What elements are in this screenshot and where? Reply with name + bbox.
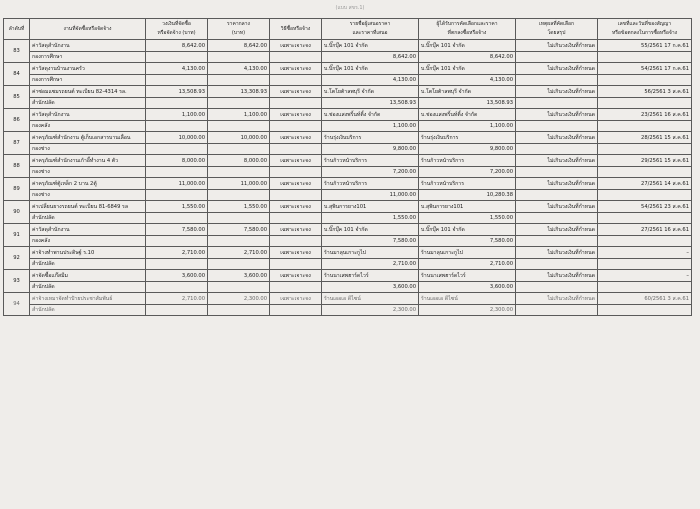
cell-method: เฉพาะเจาะจง bbox=[270, 201, 322, 213]
cell-median: 4,130.00 bbox=[208, 63, 270, 75]
cell-winner: ร้านรุ่งเงินบริการ bbox=[419, 132, 516, 144]
cell-bidder: บ.บิ๊กบุ๊ค 101 จำกัด bbox=[322, 224, 419, 236]
cell-winner: ร้านก้าวหน้าบริการ bbox=[419, 178, 516, 190]
cell-method: เฉพาะเจาะจง bbox=[270, 155, 322, 167]
cell-item: ค่าวัสดุสำนักงาน bbox=[30, 40, 146, 52]
cell-win-price: 2,710.00 bbox=[419, 259, 516, 270]
table-row bbox=[4, 224, 692, 236]
cell-item: ค่าครุภัณฑ์สำนักงานเก้าอี้ทำงาน 4 ตัว bbox=[30, 155, 146, 167]
table-subrow bbox=[4, 121, 692, 132]
cell-bidder: บ.สุพินการยาง101 bbox=[322, 201, 419, 213]
cell-empty bbox=[598, 259, 692, 270]
cell-empty bbox=[208, 213, 270, 224]
cell-reason: ไม่เกินวงเงินที่กำหนด bbox=[516, 109, 598, 121]
table-subrow bbox=[4, 259, 692, 270]
cell-department: กองช่าง bbox=[30, 190, 146, 201]
cell-method: เฉพาะเจาะจง bbox=[270, 63, 322, 75]
cell-empty bbox=[598, 190, 692, 201]
cell-empty bbox=[598, 236, 692, 247]
cell-contract: 29/2561 15 ส.ค.61 bbox=[598, 155, 692, 167]
cell-department: สำนักปลัด bbox=[30, 282, 146, 293]
cell-empty bbox=[516, 190, 598, 201]
cell-empty bbox=[516, 213, 598, 224]
cell-contract: 54/2561 17 ก.ค.61 bbox=[598, 63, 692, 75]
cell-median: 2,710.00 bbox=[208, 247, 270, 259]
header-item: งานที่จัดซื้อหรือจัดจ้าง bbox=[30, 19, 146, 40]
cell-median: 11,000.00 bbox=[208, 178, 270, 190]
cell-win-price: 7,200.00 bbox=[419, 167, 516, 178]
cell-bidder: บ.โตโยต้าลพบุรี จำกัด bbox=[322, 86, 419, 98]
cell-empty bbox=[270, 259, 322, 270]
cell-department: กองช่าง bbox=[30, 144, 146, 155]
cell-method: เฉพาะเจาะจง bbox=[270, 132, 322, 144]
cell-bid-price: 3,600.00 bbox=[322, 282, 419, 293]
cell-budget: 1,550.00 bbox=[146, 201, 208, 213]
cell-budget: 8,642.00 bbox=[146, 40, 208, 52]
cell-empty bbox=[208, 305, 270, 316]
cell-bid-price: 8,642.00 bbox=[322, 52, 419, 63]
cell-item: ค่าครุภัณฑ์สำนักงาน ตู้เก็บเอกสารบานเลื่อน bbox=[30, 132, 146, 144]
cell-empty bbox=[516, 259, 598, 270]
cell-empty bbox=[270, 213, 322, 224]
cell-budget: 2,710.00 bbox=[146, 293, 208, 305]
cell-empty bbox=[270, 75, 322, 86]
cell-contract: 27/2561 16 ส.ค.61 bbox=[598, 224, 692, 236]
cell-no: 86 bbox=[4, 109, 30, 132]
cell-empty bbox=[270, 305, 322, 316]
cell-budget: 10,000.00 bbox=[146, 132, 208, 144]
cell-empty bbox=[208, 236, 270, 247]
cell-win-price: 7,580.00 bbox=[419, 236, 516, 247]
table-subrow bbox=[4, 144, 692, 155]
cell-department: กองการศึกษา bbox=[30, 52, 146, 63]
cell-empty bbox=[208, 259, 270, 270]
cell-win-price: 10,280.38 bbox=[419, 190, 516, 201]
cell-winner: ร้านมาลุนเกาะกูไป bbox=[419, 247, 516, 259]
cell-budget: 4,130.00 bbox=[146, 63, 208, 75]
cell-empty bbox=[270, 144, 322, 155]
cell-winner: ร้านเออเอ ดีไซน์ bbox=[419, 293, 516, 305]
cell-no: 87 bbox=[4, 132, 30, 155]
cell-contract: – bbox=[598, 247, 692, 259]
table-row bbox=[4, 247, 692, 259]
cell-no: 90 bbox=[4, 201, 30, 224]
cell-no: 92 bbox=[4, 247, 30, 270]
header-median: ราคากลาง (บาท) bbox=[208, 19, 270, 40]
table-subrow bbox=[4, 98, 692, 109]
table-subrow bbox=[4, 52, 692, 63]
cell-reason: ไม่เกินวงเงินที่กำหนด bbox=[516, 247, 598, 259]
cell-winner: บ.บิ๊กบุ๊ค 101 จำกัด bbox=[419, 63, 516, 75]
cell-department: กองคลัง bbox=[30, 236, 146, 247]
cell-department: กองคลัง bbox=[30, 121, 146, 132]
cell-method: เฉพาะเจาะจง bbox=[270, 178, 322, 190]
table-row bbox=[4, 86, 692, 98]
cell-winner: บ.ช่องแสงพริ้นท์ติ้ง จำกัด bbox=[419, 109, 516, 121]
table-subrow bbox=[4, 167, 692, 178]
header-winner: ผู้ได้รับการคัดเลือกและราคา ที่ตกลงซื้อหรือจ้าง bbox=[419, 19, 516, 40]
cell-budget: 8,000.00 bbox=[146, 155, 208, 167]
cell-method: เฉพาะเจาะจง bbox=[270, 247, 322, 259]
cell-budget: 7,580.00 bbox=[146, 224, 208, 236]
cell-empty bbox=[516, 121, 598, 132]
cell-budget: 3,600.00 bbox=[146, 270, 208, 282]
cell-winner: ร้านนาเสพฮาร์ดไวร์ bbox=[419, 270, 516, 282]
table-row bbox=[4, 63, 692, 75]
cell-empty bbox=[598, 144, 692, 155]
cell-method: เฉพาะเจาะจง bbox=[270, 40, 322, 52]
cell-bidder: ร้านรุ่งเงินบริการ bbox=[322, 132, 419, 144]
cell-bidder: ร้านก้าวหน้าบริการ bbox=[322, 178, 419, 190]
cell-bid-price: 2,710.00 bbox=[322, 259, 419, 270]
cell-method: เฉพาะเจาะจง bbox=[270, 224, 322, 236]
cell-department: สำนักปลัด bbox=[30, 259, 146, 270]
cell-reason: ไม่เกินวงเงินที่กำหนด bbox=[516, 40, 598, 52]
cell-empty bbox=[146, 213, 208, 224]
cell-department: สำนักปลัด bbox=[30, 305, 146, 316]
table-row bbox=[4, 155, 692, 167]
cell-empty bbox=[208, 52, 270, 63]
cell-method: เฉพาะเจาะจง bbox=[270, 270, 322, 282]
cell-empty bbox=[598, 213, 692, 224]
table-row bbox=[4, 270, 692, 282]
cell-contract: 23/2561 16 ส.ค.61 bbox=[598, 109, 692, 121]
cell-budget: 1,100.00 bbox=[146, 109, 208, 121]
table-subrow bbox=[4, 305, 692, 316]
table-subrow bbox=[4, 190, 692, 201]
cell-budget: 11,000.00 bbox=[146, 178, 208, 190]
cell-empty bbox=[598, 98, 692, 109]
cell-contract: 28/2561 15 ส.ค.61 bbox=[598, 132, 692, 144]
cell-reason: ไม่เกินวงเงินที่กำหนด bbox=[516, 178, 598, 190]
cell-item: ค่าวัสดุงานบ้านงานครัว bbox=[30, 63, 146, 75]
cell-item: ค่าวัสดุสำนักงาน bbox=[30, 109, 146, 121]
cell-bidder: ร้านนาเสพฮาร์ดไวร์ bbox=[322, 270, 419, 282]
cell-empty bbox=[598, 305, 692, 316]
table-row bbox=[4, 178, 692, 190]
cell-empty bbox=[146, 190, 208, 201]
page-mark: (แบบ สขร.1) bbox=[335, 5, 365, 11]
cell-empty bbox=[208, 75, 270, 86]
header-reason: เหตุผลที่คัดเลือก โดยสรุป bbox=[516, 19, 598, 40]
table-row bbox=[4, 293, 692, 305]
cell-empty bbox=[146, 236, 208, 247]
cell-empty bbox=[270, 52, 322, 63]
cell-empty bbox=[598, 121, 692, 132]
cell-win-price: 4,130.00 bbox=[419, 75, 516, 86]
table-row bbox=[4, 109, 692, 121]
cell-empty bbox=[208, 282, 270, 293]
cell-no: 93 bbox=[4, 270, 30, 293]
cell-reason: ไม่เกินวงเงินที่กำหนด bbox=[516, 293, 598, 305]
header-budget: วงเงินที่จัดซื้อ หรือจัดจ้าง (บาท) bbox=[146, 19, 208, 40]
cell-bidder: บ.ช่องแสงพริ้นท์ติ้ง จำกัด bbox=[322, 109, 419, 121]
cell-bid-price: 1,100.00 bbox=[322, 121, 419, 132]
cell-empty bbox=[516, 52, 598, 63]
cell-reason: ไม่เกินวงเงินที่กำหนด bbox=[516, 270, 598, 282]
cell-no: 94 bbox=[4, 293, 30, 316]
cell-winner: บ.บิ๊กบุ๊ค 101 จำกัด bbox=[419, 40, 516, 52]
cell-empty bbox=[146, 144, 208, 155]
cell-bidder: บ.บิ๊กบุ๊ค 101 จำกัด bbox=[322, 63, 419, 75]
cell-empty bbox=[146, 52, 208, 63]
cell-no: 85 bbox=[4, 86, 30, 109]
cell-empty bbox=[146, 167, 208, 178]
cell-contract: 55/2561 17 ก.ค.61 bbox=[598, 40, 692, 52]
header-contract: เลขที่และวันที่ของสัญญา หรือข้อตกลงในการซื้อหรือจ้าง bbox=[598, 19, 692, 40]
cell-median: 3,600.00 bbox=[208, 270, 270, 282]
cell-item: ค่าวัสดุสำนักงาน bbox=[30, 224, 146, 236]
cell-item: ค่าเปลี่ยนยางรถยนต์ ทะเบียน 81-6849 รล bbox=[30, 201, 146, 213]
cell-empty bbox=[270, 282, 322, 293]
cell-empty bbox=[598, 167, 692, 178]
cell-no: 83 bbox=[4, 40, 30, 63]
cell-item: ค่าซ่อมแซมรถยนต์ ทะเบียน 82-4314 รล. bbox=[30, 86, 146, 98]
cell-contract: 60/2561 3 ส.ค.61 bbox=[598, 293, 692, 305]
cell-item: ค่าจัดซื้อแก๊สมีม bbox=[30, 270, 146, 282]
cell-empty bbox=[146, 75, 208, 86]
cell-win-price: 1,100.00 bbox=[419, 121, 516, 132]
cell-empty bbox=[516, 98, 598, 109]
cell-bid-price: 2,300.00 bbox=[322, 305, 419, 316]
cell-no: 88 bbox=[4, 155, 30, 178]
cell-empty bbox=[270, 121, 322, 132]
cell-department: สำนักปลัด bbox=[30, 98, 146, 109]
cell-empty bbox=[146, 121, 208, 132]
cell-empty bbox=[208, 98, 270, 109]
cell-contract: 54/2561 23 ส.ค.61 bbox=[598, 201, 692, 213]
cell-empty bbox=[270, 190, 322, 201]
cell-item: ค่าครุภัณฑ์ตู้เหล็ก 2 บาน 2ตู้ bbox=[30, 178, 146, 190]
cell-bid-price: 9,800.00 bbox=[322, 144, 419, 155]
cell-empty bbox=[516, 282, 598, 293]
cell-winner: บ.โตโยต้าลพบุรี จำกัด bbox=[419, 86, 516, 98]
cell-no: 89 bbox=[4, 178, 30, 201]
cell-median: 10,000.00 bbox=[208, 132, 270, 144]
cell-empty bbox=[208, 144, 270, 155]
cell-winner: บ.บิ๊กบุ๊ค 101 จำกัด bbox=[419, 224, 516, 236]
cell-empty bbox=[270, 236, 322, 247]
cell-winner: ร้านก้าวหน้าบริการ bbox=[419, 155, 516, 167]
cell-method: เฉพาะเจาะจง bbox=[270, 109, 322, 121]
table-row bbox=[4, 201, 692, 213]
cell-empty bbox=[516, 144, 598, 155]
cell-reason: ไม่เกินวงเงินที่กำหนด bbox=[516, 63, 598, 75]
cell-empty bbox=[146, 305, 208, 316]
table-row bbox=[4, 132, 692, 144]
cell-contract: 27/2561 14 ส.ค.61 bbox=[598, 178, 692, 190]
cell-median: 13,308.93 bbox=[208, 86, 270, 98]
cell-empty bbox=[146, 282, 208, 293]
cell-median: 8,642.00 bbox=[208, 40, 270, 52]
cell-bidder: ร้านก้าวหน้าบริการ bbox=[322, 155, 419, 167]
cell-empty bbox=[270, 98, 322, 109]
cell-win-price: 2,300.00 bbox=[419, 305, 516, 316]
cell-contract: – bbox=[598, 270, 692, 282]
cell-empty bbox=[146, 259, 208, 270]
cell-reason: ไม่เกินวงเงินที่กำหนด bbox=[516, 86, 598, 98]
cell-bid-price: 13,508.93 bbox=[322, 98, 419, 109]
cell-empty bbox=[208, 167, 270, 178]
cell-win-price: 3,600.00 bbox=[419, 282, 516, 293]
cell-bidder: ร้านเออเอ ดีไซน์ bbox=[322, 293, 419, 305]
procurement-table bbox=[3, 18, 692, 316]
cell-reason: ไม่เกินวงเงินที่กำหนด bbox=[516, 224, 598, 236]
cell-department: กองช่าง bbox=[30, 167, 146, 178]
header-bidders: รายชื่อผู้เสนอราคา และราคาที่เสนอ bbox=[322, 19, 419, 40]
cell-median: 8,000.00 bbox=[208, 155, 270, 167]
cell-empty bbox=[598, 282, 692, 293]
header-method: วิธีซื้อหรือจ้าง bbox=[270, 19, 322, 40]
cell-median: 1,100.00 bbox=[208, 109, 270, 121]
table-row bbox=[4, 40, 692, 52]
cell-empty bbox=[146, 98, 208, 109]
cell-reason: ไม่เกินวงเงินที่กำหนด bbox=[516, 201, 598, 213]
cell-median: 7,580.00 bbox=[208, 224, 270, 236]
cell-method: เฉพาะเจาะจง bbox=[270, 293, 322, 305]
cell-bid-price: 11,000.00 bbox=[322, 190, 419, 201]
cell-bidder: บ.บิ๊กบุ๊ค 101 จำกัด bbox=[322, 40, 419, 52]
cell-win-price: 1,550.00 bbox=[419, 213, 516, 224]
table-subrow bbox=[4, 236, 692, 247]
cell-win-price: 13,508.93 bbox=[419, 98, 516, 109]
cell-reason: ไม่เกินวงเงินที่กำหนด bbox=[516, 155, 598, 167]
cell-empty bbox=[270, 167, 322, 178]
header-no: ลำดับที่ bbox=[4, 19, 30, 40]
cell-empty bbox=[208, 121, 270, 132]
table-subrow bbox=[4, 75, 692, 86]
cell-department: กองการศึกษา bbox=[30, 75, 146, 86]
cell-method: เฉพาะเจาะจง bbox=[270, 86, 322, 98]
cell-empty bbox=[516, 167, 598, 178]
cell-item: ค่าจ้างเหมาจัดทำป้ายประชาสัมพันธ์ bbox=[30, 293, 146, 305]
cell-department: สำนักปลัด bbox=[30, 213, 146, 224]
cell-median: 2,300.00 bbox=[208, 293, 270, 305]
cell-budget: 13,508.93 bbox=[146, 86, 208, 98]
cell-empty bbox=[516, 305, 598, 316]
header-row bbox=[4, 19, 692, 40]
cell-median: 1,550.00 bbox=[208, 201, 270, 213]
cell-empty bbox=[208, 190, 270, 201]
cell-bid-price: 4,130.00 bbox=[322, 75, 419, 86]
cell-empty bbox=[516, 236, 598, 247]
cell-item: ค่าจ้างทำพานประดิษฐ์ ร.10 bbox=[30, 247, 146, 259]
cell-bid-price: 1,550.00 bbox=[322, 213, 419, 224]
cell-win-price: 9,800.00 bbox=[419, 144, 516, 155]
cell-bid-price: 7,580.00 bbox=[322, 236, 419, 247]
table-subrow bbox=[4, 213, 692, 224]
table-subrow bbox=[4, 282, 692, 293]
cell-no: 91 bbox=[4, 224, 30, 247]
cell-contract: 56/2561 3 ส.ค.61 bbox=[598, 86, 692, 98]
cell-reason: ไม่เกินวงเงินที่กำหนด bbox=[516, 132, 598, 144]
cell-budget: 2,710.00 bbox=[146, 247, 208, 259]
cell-winner: บ.สุพินการยาง101 bbox=[419, 201, 516, 213]
cell-empty bbox=[598, 52, 692, 63]
cell-win-price: 8,642.00 bbox=[419, 52, 516, 63]
cell-empty bbox=[516, 75, 598, 86]
cell-empty bbox=[598, 75, 692, 86]
cell-no: 84 bbox=[4, 63, 30, 86]
cell-bid-price: 7,200.00 bbox=[322, 167, 419, 178]
cell-bidder: ร้านมาลุนเกาะกูไป bbox=[322, 247, 419, 259]
